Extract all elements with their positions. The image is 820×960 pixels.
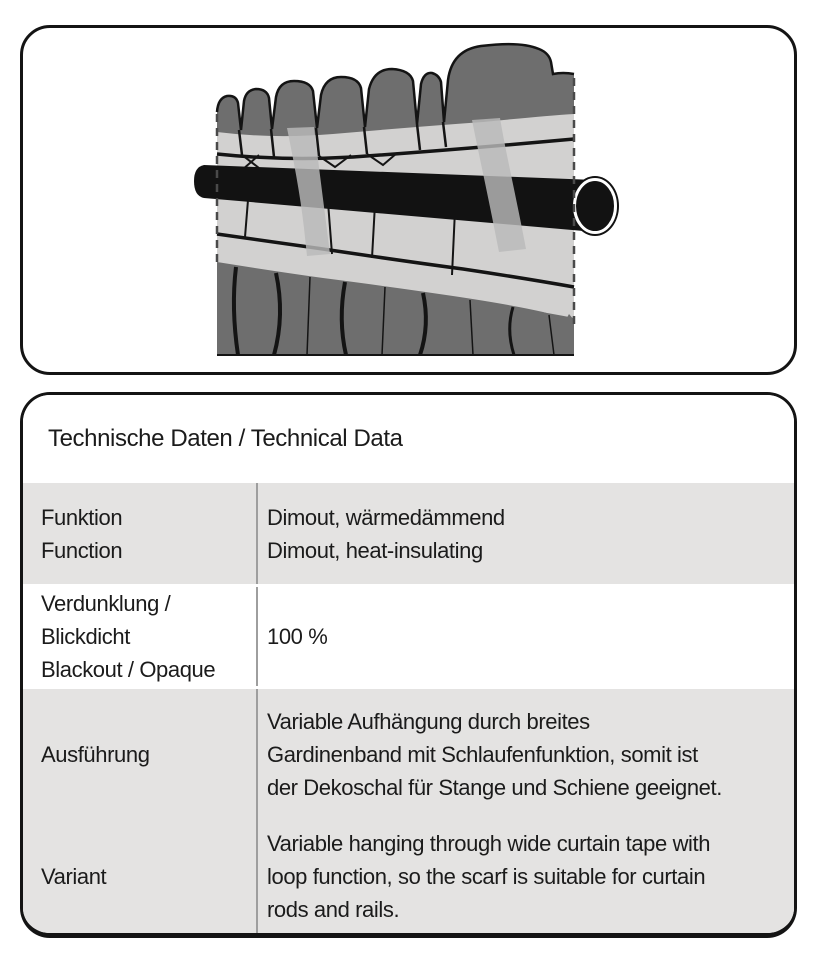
table-title: Technische Daten / Technical Data	[23, 395, 794, 483]
label-line: Verdunklung /	[41, 591, 171, 616]
value-line: loop function, so the scarf is suitable for curtain	[267, 863, 706, 889]
table-row-ausfuehrung	[23, 689, 794, 933]
row-value-ausfuehrung-en	[256, 819, 794, 933]
row-label-verdunklung	[23, 587, 256, 686]
value-line: rods and rails.	[267, 896, 400, 922]
label-line: Ausführung	[41, 741, 150, 767]
row-label-funktion	[23, 483, 256, 584]
label-line: Blackout / Opaque	[41, 657, 216, 682]
label-line: Function	[41, 537, 123, 563]
row-value-verdunklung	[256, 587, 794, 686]
value-line: Dimout, heat-insulating	[267, 537, 483, 563]
sub-row-english	[23, 819, 794, 933]
value-line: Variable hanging through wide curtain tape with	[267, 830, 711, 856]
table-row-funktion	[23, 483, 794, 584]
table-row-verdunklung	[23, 587, 794, 686]
value-line: Variable Aufhängung durch breites	[267, 708, 590, 734]
value-line: Dimout, wärmedämmend	[267, 504, 505, 530]
row-label-ausfuehrung	[23, 689, 256, 819]
technical-data-card	[20, 392, 797, 938]
illustration-card	[20, 25, 797, 375]
sub-row-german	[23, 689, 794, 819]
value-line: 100 %	[267, 624, 328, 649]
value-line: Gardinenband mit Schlaufenfunktion, somit ist	[267, 741, 698, 767]
row-label-variant	[23, 819, 256, 933]
label-line: Variant	[41, 863, 107, 889]
row-value-funktion	[256, 483, 794, 584]
rod-end-cap	[575, 180, 616, 233]
label-line: Funktion	[41, 504, 123, 530]
curtain-rod-illustration-svg	[23, 28, 794, 372]
row-value-ausfuehrung-de	[256, 689, 794, 819]
label-line: Blickdicht	[41, 624, 130, 649]
value-line: der Dekoschal für Stange und Schiene geeignet.	[267, 774, 722, 800]
